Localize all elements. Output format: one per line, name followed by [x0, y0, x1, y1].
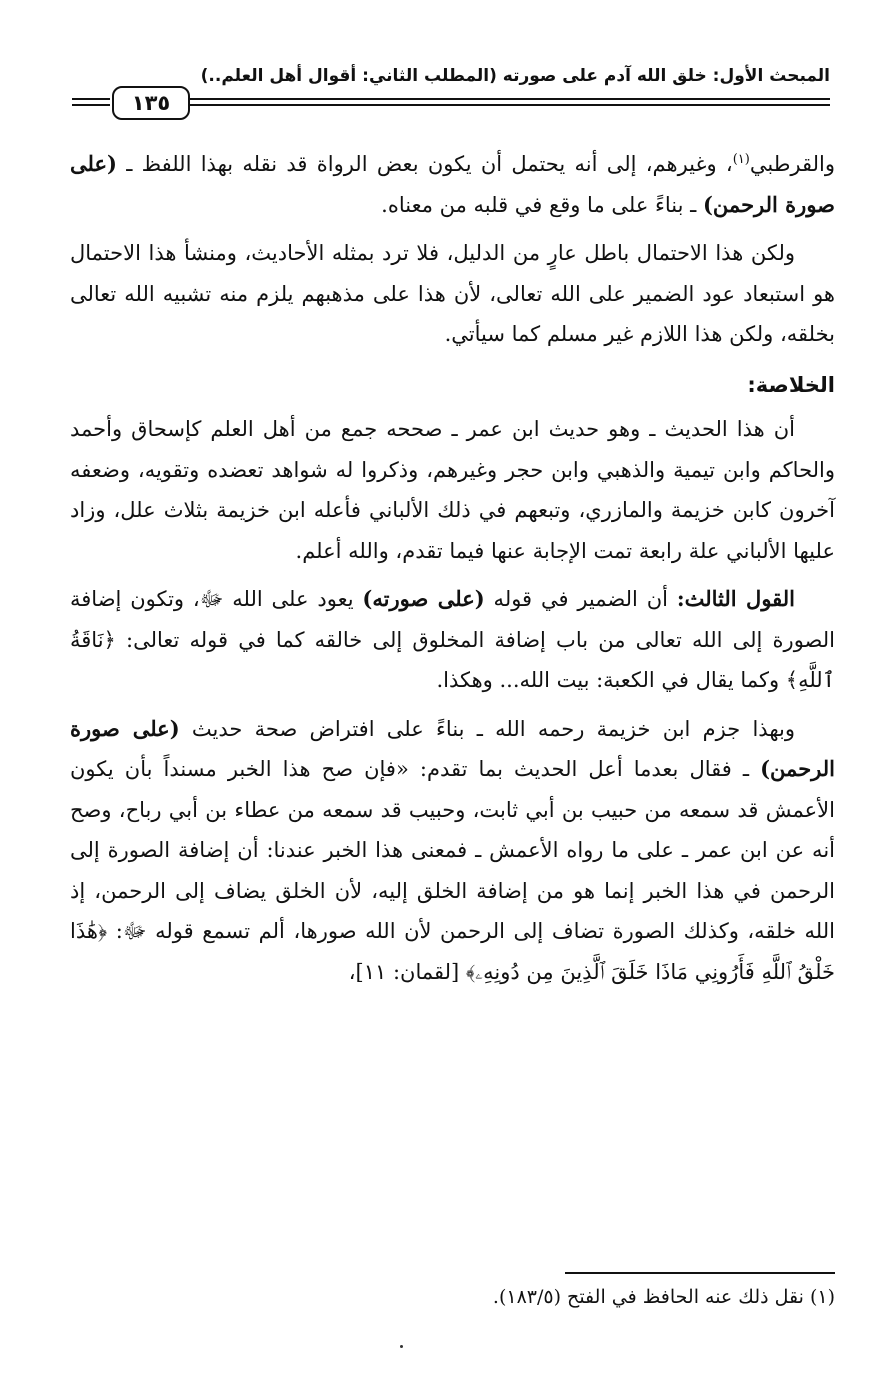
footnote: (١) نقل ذلك عنه الحافظ في الفتح (١٨٣/٥). — [492, 1286, 835, 1308]
header-rule — [190, 104, 830, 106]
text-run: ـ بناءً على ما وقع في قلبه من معناه. — [381, 192, 703, 217]
footnote-separator — [565, 1272, 835, 1274]
text-run: أن الضمير في قوله — [484, 587, 677, 611]
text-run: ـ فقال بعدما أعل الحديث بما تقدم: «فإن صح هذا الخبر مسنداً بأن يكون الأعمش قد سمعه من حبيب بن أبي ثابت، وحبيب قد سمعه من عطاء بن أبي رباح، وصح أنه عن ابن عمر ـ على ما رواه الأعمش ـ فمعنى هذا الخبر عندنا: أن إضافة الصورة إلى الرحمن في هذا الخبر إنما هو من إضافة الخلق إليه، لأن الخلق يضاف إلى الرحمن، إذ الله خلقه، وكذلك الصورة تضاف إلى الرحمن لأن الله صورها، ألم تسمع قوله ﷻ: ﴿هَٰذَا خَلْقُ ٱللَّهِ فَأَرُونِي مَاذَا خَلَقَ ٱلَّذِينَ مِن دُونِهِۦ﴾ [لقمان: ١١]، — [70, 757, 835, 984]
bold-phrase: (على صورة الرحمن) — [70, 715, 835, 781]
bold-phrase: القول الثالث: — [676, 586, 796, 611]
text-run: ، وغيرهم، إلى أنه يحتمل أن يكون بعض الرواة قد نقله بهذا اللفظ ـ — [116, 152, 733, 176]
paragraph: ولكن هذا الاحتمال باطل عارٍ من الدليل، فلا ترد بمثله الأحاديث، ومنشأ هذا الاحتمال هو استبعاد عود الضمير على الله تعالى، لأن هذا على مذهبهم يلزم منه تشبيه الله تعالى بخلقه، ولكن هذا اللازم غير مسلم كما سيأتي. — [70, 241, 835, 346]
paragraph — [70, 579, 835, 701]
text-run: يعود على الله ﷻ، وتكون إضافة الصورة إلى الله تعالى من باب إضافة المخلوق إلى خالقه كما في قوله تعالى: ﴿نَاقَةُ ٱللَّهِ﴾ وكما يقال في الكعبة: بيت الله... وهكذا. — [70, 587, 835, 692]
main-text — [70, 140, 835, 992]
paragraph — [70, 140, 835, 225]
bold-phrase: (على صورة الرحمن) — [70, 151, 835, 217]
page-number-rule — [72, 104, 110, 106]
page-number: ١٣٥ — [112, 86, 190, 120]
bold-phrase: (على صورته) — [362, 586, 485, 611]
page-number-rule — [72, 98, 110, 100]
text-run: وبهذا جزم ابن خزيمة رحمه الله ـ بناءً على افتراض صحة حديث — [179, 716, 795, 741]
section-heading: الخلاصة: — [747, 372, 835, 397]
stray-mark — [400, 1345, 403, 1348]
paragraph: أن هذا الحديث ـ وهو حديث ابن عمر ـ صححه جمع من أهل العلم كإسحاق وأحمد والحاكم وابن تيمية والذهبي وابن حجر وغيرهم، وذكروا له شواهد تعضده وتقويه، وضعفه آخرون كابن خزيمة والمازري، وتبعهم في ذلك الألباني فأعله ابن خزيمة بثلاث علل، وزاد عليها الألباني علة رابعة تمت الإجابة عنها فيما تقدم، والله أعلم. — [70, 417, 835, 563]
running-header: المبحث الأول: خلق الله آدم على صورته (المطلب الثاني: أقوال أهل العلم..) — [200, 66, 830, 86]
footnote-reference[interactable]: (١) — [732, 152, 750, 167]
paragraph — [70, 709, 835, 993]
text-run: والقرطبي — [749, 152, 835, 176]
header-rule — [190, 98, 830, 100]
